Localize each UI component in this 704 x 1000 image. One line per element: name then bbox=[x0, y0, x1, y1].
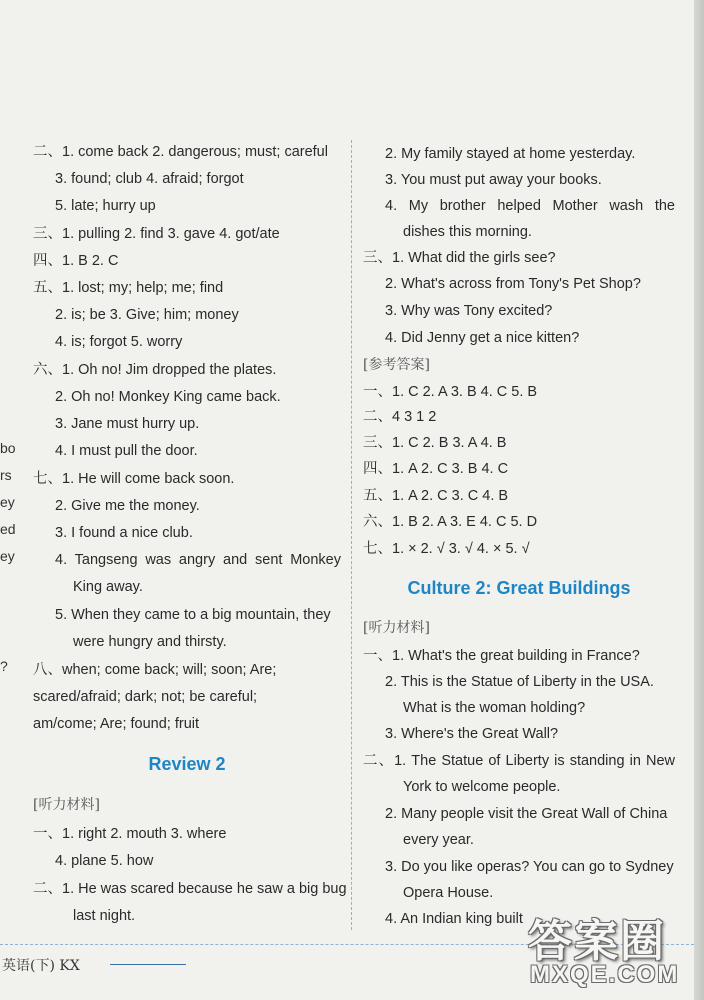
reference-answer-tag: [参考答案] bbox=[363, 357, 430, 373]
margin-fragment: ? bbox=[0, 658, 8, 674]
site-watermark-logo bbox=[520, 905, 694, 1000]
answer-line: were hungry and thirsty. bbox=[73, 634, 227, 650]
answer-line: 三、1. C 2. B 3. A 4. B bbox=[363, 435, 507, 451]
margin-fragment: rs bbox=[0, 467, 12, 483]
answer-line: What is the woman holding? bbox=[403, 700, 586, 716]
watermark-text: 答案圈 bbox=[528, 917, 666, 966]
answer-line: 八、when; come back; will; soon; Are; bbox=[33, 662, 277, 678]
answer-line: 3. You must put away your books. bbox=[385, 172, 602, 188]
listening-material-tag: [听力材料] bbox=[33, 797, 100, 813]
answer-line: 4. Did Jenny get a nice kitten? bbox=[385, 330, 580, 346]
answer-line: 4. plane 5. how bbox=[55, 853, 154, 869]
answer-line: 4. My brother helped Mother wash the bbox=[385, 198, 675, 214]
answer-line: 一、1. What's the great building in France? bbox=[363, 648, 640, 664]
page-edge-shadow bbox=[694, 0, 704, 1000]
answer-line: 2. Give me the money. bbox=[55, 498, 200, 514]
answer-line: 3. Jane must hurry up. bbox=[55, 416, 200, 432]
answer-line: last night. bbox=[73, 908, 136, 924]
section-title-culture-2: Culture 2: Great Buildings bbox=[407, 578, 631, 598]
section-title-review-2: Review 2 bbox=[148, 754, 226, 774]
answer-line: 5. late; hurry up bbox=[55, 198, 156, 214]
answer-line: 七、1. He will come back soon. bbox=[33, 471, 235, 487]
answer-line: 四、1. A 2. C 3. B 4. C bbox=[363, 461, 509, 477]
answer-line: 2. My family stayed at home yesterday. bbox=[385, 146, 636, 162]
answer-line: 2. Oh no! Monkey King came back. bbox=[55, 389, 281, 405]
answer-line: King away. bbox=[73, 579, 143, 595]
answer-line: 三、1. pulling 2. find 3. gave 4. got/ate bbox=[33, 226, 280, 242]
answer-line: 2. is; be 3. Give; him; money bbox=[55, 307, 239, 323]
answer-line: 七、1. × 2. √ 3. √ 4. × 5. √ bbox=[363, 541, 530, 557]
answer-line: Opera House. bbox=[403, 885, 494, 901]
answer-line: 一、1. C 2. A 3. B 4. C 5. B bbox=[363, 384, 538, 400]
answer-line: 2. What's across from Tony's Pet Shop? bbox=[385, 276, 641, 292]
answer-line: 二、4 3 1 2 bbox=[363, 409, 437, 425]
margin-fragment: ed bbox=[0, 521, 16, 537]
footer-rule bbox=[110, 964, 186, 965]
margin-fragment: ey bbox=[0, 494, 15, 510]
footer-book-label: 英语(下) KX bbox=[2, 958, 80, 974]
answer-line: every year. bbox=[403, 832, 474, 848]
answer-line: am/come; Are; found; fruit bbox=[33, 716, 200, 732]
answer-line: York to welcome people. bbox=[403, 779, 561, 795]
answer-line: 3. I found a nice club. bbox=[55, 525, 193, 541]
answer-line: 3. Where's the Great Wall? bbox=[385, 726, 559, 742]
answer-line: 2. This is the Statue of Liberty in the USA. bbox=[385, 674, 654, 690]
margin-fragment: bo bbox=[0, 440, 16, 456]
answer-line: 4. is; forgot 5. worry bbox=[55, 334, 183, 350]
answer-line: 六、1. B 2. A 3. E 4. C 5. D bbox=[363, 514, 538, 530]
answer-line: 一、1. right 2. mouth 3. where bbox=[33, 826, 227, 842]
watermark-url: MXQE.COM bbox=[530, 961, 680, 988]
answer-line: 2. Many people visit the Great Wall of China bbox=[385, 806, 668, 822]
answer-line: 六、1. Oh no! Jim dropped the plates. bbox=[33, 362, 277, 378]
answer-line: 3. Do you like operas? You can go to Sydney bbox=[385, 859, 674, 875]
answer-line: dishes this morning. bbox=[403, 224, 532, 240]
answer-line: 二、1. The Statue of Liberty is standing in New bbox=[363, 753, 675, 769]
answer-line: 4. Tangseng was angry and sent Monkey bbox=[55, 552, 341, 568]
answer-line: 3. Why was Tony excited? bbox=[385, 303, 553, 319]
column-divider bbox=[351, 140, 352, 930]
answer-line: 5. When they came to a big mountain, they bbox=[55, 607, 331, 623]
answer-line: 四、1. B 2. C bbox=[33, 253, 119, 269]
answer-line: 五、1. lost; my; help; me; find bbox=[33, 280, 224, 296]
answer-line: 三、1. What did the girls see? bbox=[363, 250, 556, 266]
answer-line: 3. found; club 4. afraid; forgot bbox=[55, 171, 244, 187]
answer-line: 五、1. A 2. C 3. C 4. B bbox=[363, 488, 509, 504]
answer-line: 4. An Indian king built bbox=[385, 911, 523, 927]
answer-line: 二、1. He was scared because he saw a big bug bbox=[33, 881, 347, 897]
listening-material-tag: [听力材料] bbox=[363, 620, 430, 636]
answer-line: scared/afraid; dark; not; be careful; bbox=[33, 689, 258, 705]
margin-fragment: ey bbox=[0, 548, 15, 564]
answer-line: 二、1. come back 2. dangerous; must; careful bbox=[33, 144, 328, 160]
answer-line: 4. I must pull the door. bbox=[55, 443, 198, 459]
